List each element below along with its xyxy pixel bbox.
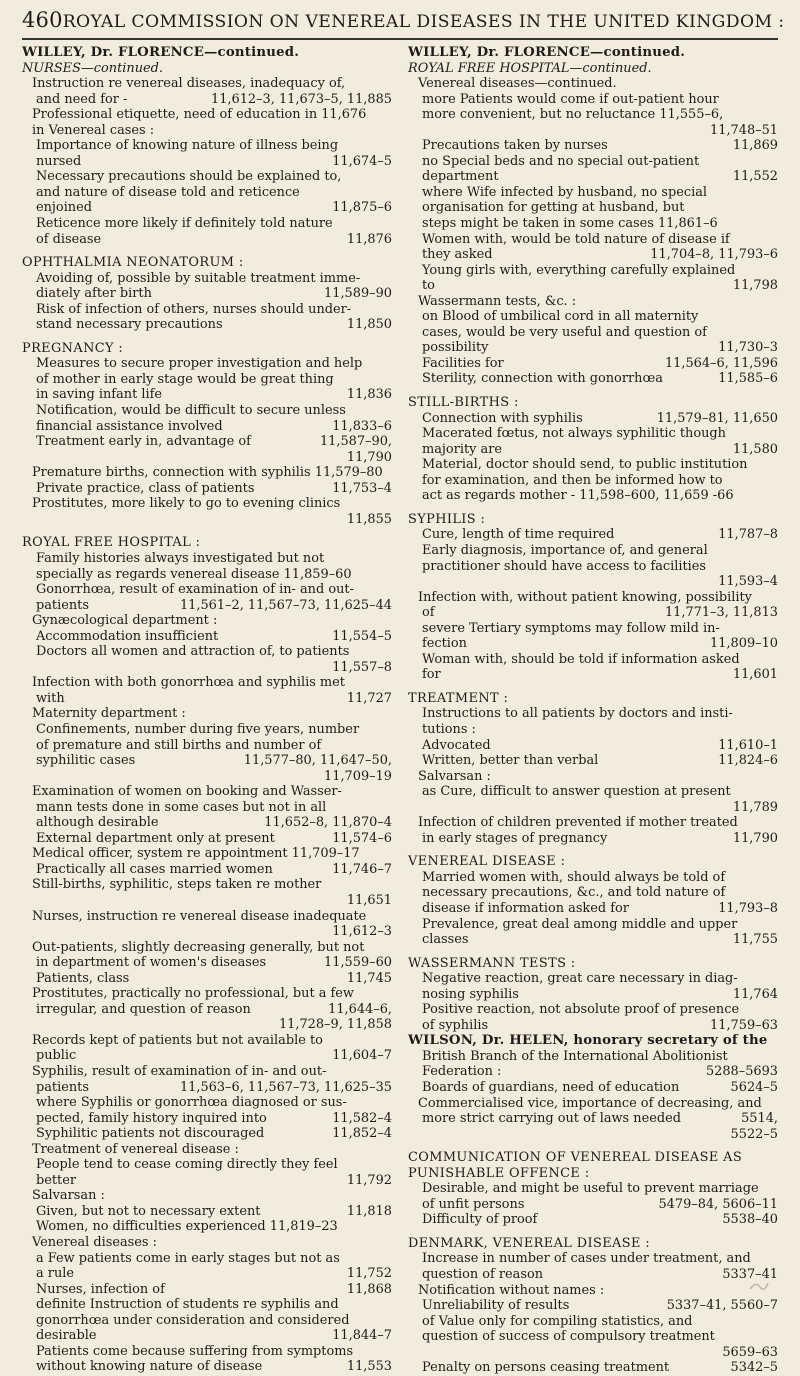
index-entry [22, 1048, 392, 1064]
entry-ref-line: 5659–63 [722, 1344, 778, 1360]
entry-text: Precautions taken by nurses [422, 138, 608, 154]
entry-line: act as regards mother - 11,598–600, 11,659 -66 [422, 488, 734, 504]
entry-line: Macerated fœtus, not always syphilitic though [422, 426, 726, 442]
entry-line: Women, no difficulties experienced 11,819–23 [36, 1219, 338, 1235]
index-entry [22, 598, 392, 614]
entry-ref: 11,746–7 [332, 861, 392, 877]
entry-text: Advocated [422, 737, 491, 753]
entry-line: Women with, would be told nature of disease if [422, 231, 730, 247]
entry-ref: 11,552 [732, 169, 778, 185]
entry-text: Facilities for [422, 355, 504, 371]
entry-line: Treatment of venereal disease : [32, 1141, 239, 1157]
entry-line: and nature of disease told and reticence [36, 184, 300, 200]
entry-line: cases, would be very useful and question of [422, 324, 707, 340]
entry-text: and need for - [36, 91, 128, 107]
index-entry [22, 286, 392, 302]
index-entry [22, 753, 392, 769]
entry-text: Cure, length of time required [422, 527, 615, 543]
index-entry [22, 1204, 392, 1220]
entry-ref: 11,579–81, 11,650 [656, 410, 778, 426]
entry-ref: 11,836 [346, 387, 392, 403]
entry-line: People tend to cease coming directly they feel [36, 1157, 338, 1173]
entry-text: desirable [36, 1328, 97, 1344]
pencil-mark-icon [748, 1279, 770, 1293]
entry-ref: 5479–84, 5606–11 [658, 1196, 778, 1212]
entry-ref-line: 11,855 [346, 511, 392, 527]
index-entry [408, 1080, 778, 1096]
entry-line: Young girls with, everything carefully explained [422, 262, 736, 278]
index-entry [408, 169, 778, 185]
entry-line: Avoiding of, possible by suitable treatment imme- [36, 270, 361, 286]
index-entry [22, 419, 392, 435]
index-entry [408, 1197, 778, 1213]
entry-ref: 5624–5 [730, 1080, 778, 1095]
entry-ref: 11,809–10 [710, 636, 778, 652]
entry-ref: 11,792 [346, 1172, 392, 1188]
entry-text: of unfit persons [422, 1196, 525, 1212]
index-entry [22, 481, 392, 497]
subheading: NURSES—continued. [22, 60, 163, 76]
index-entry [408, 831, 778, 847]
index-entry [408, 442, 778, 458]
entry-line: of mother in early stage would be great thing [36, 371, 334, 387]
entry-ref: 5514, [741, 1111, 778, 1127]
entry-ref: 11,833–6 [332, 418, 392, 434]
entry-text: possibility [422, 340, 489, 356]
entry-ref: 11,798 [732, 278, 778, 294]
entry-text: Patients, class [36, 970, 130, 986]
entry-ref: 11,824–6 [718, 753, 778, 769]
entry-line: Prostitutes, practically no professional, but a few [32, 986, 354, 1002]
entry-line: severe Tertiary symptoms may follow mild in- [422, 620, 720, 636]
entry-text: of [422, 605, 435, 621]
entry-ref-line: 5522–5 [730, 1126, 778, 1142]
entry-ref-line: 11,709–19 [324, 768, 392, 784]
entry-ref: 11,790 [732, 830, 778, 846]
entry-text: public [36, 1048, 77, 1064]
running-title: ROYAL COMMISSION ON VENEREAL DISEASES IN THE UNITED KINGDOM : [62, 12, 785, 32]
section-heading: ROYAL FREE HOSPITAL : [22, 535, 201, 551]
index-entry [408, 636, 778, 652]
index-columns [22, 45, 778, 1376]
entry-line: Woman with, should be told if information asked [422, 651, 740, 667]
index-entry [22, 317, 392, 333]
entry-ref: 11,604–7 [332, 1048, 392, 1064]
entry-ref: 11,652–8, 11,870–4 [264, 815, 392, 831]
index-entry [22, 154, 392, 170]
entry-line: Salvarsan : [418, 768, 491, 784]
entry-line: Negative reaction, great care necessary in diag- [422, 971, 738, 987]
entry-line: Doctors all women and attraction of, to patients [36, 644, 350, 660]
entry-text: although desirable [36, 815, 159, 831]
entry-ref: 11,610–1 [718, 737, 778, 753]
entry-ref: 11,559–60 [324, 955, 392, 971]
entry-line: Material, doctor should send, to public institution [422, 457, 748, 473]
page-header [22, 8, 785, 38]
entry-text: a rule [36, 1266, 74, 1282]
entry-text: Syphilitic patients not discouraged [36, 1126, 265, 1142]
entry-text: Difficulty of proof [422, 1212, 538, 1228]
entry-text: Given, but not to necessary extent [36, 1203, 261, 1219]
entry-line: tutions : [422, 721, 476, 737]
index-entry [408, 987, 778, 1003]
entry-line: Venereal diseases : [32, 1235, 157, 1251]
index-entry [22, 629, 392, 645]
entry-text: pected, family history inquired into [36, 1110, 267, 1126]
index-entry [22, 955, 392, 971]
entry-text: Treatment early in, advantage of [36, 434, 251, 450]
entry-text: of syphilis [422, 1017, 489, 1033]
index-entry [408, 605, 778, 621]
entry-line: as Cure, difficult to answer question at present [422, 784, 731, 800]
entry-line: Increase in number of cases under treatment, and [422, 1251, 751, 1267]
entry-line: Married women with, should always be told of [422, 869, 726, 885]
entry-ref: 11,868 [346, 1281, 392, 1297]
entry-text: Accommodation insufficient [36, 628, 219, 644]
section-heading: VENEREAL DISEASE : [408, 854, 566, 870]
entry-line: Maternity department : [32, 706, 186, 722]
page-number: 460 [22, 8, 63, 32]
entry-line: Premature births, connection with syphilis 11,579–80 [32, 465, 383, 481]
entry-text: patients [36, 1079, 89, 1095]
entry-line: where Wife infected by husband, no special [422, 184, 708, 200]
entry-text: in early stages of pregnancy [422, 830, 608, 846]
index-entry [22, 434, 392, 450]
entry-text: Sterility, connection with gonorrhœa [422, 371, 663, 387]
section-heading: DENMARK, VENEREAL DISEASE : [408, 1235, 651, 1251]
entry-ref: 11,612–3, 11,673–5, 11,885 [211, 91, 392, 107]
header-rule [22, 38, 778, 40]
entry-line: Gonorrhœa, result of examination of in- and out- [36, 582, 354, 598]
entry-line: Still-births, syphilitic, steps taken re mother [32, 877, 322, 893]
index-entry [22, 971, 392, 987]
entry-line: Importance of knowing nature of illness being [36, 138, 339, 154]
index-entry [408, 667, 778, 683]
entry-line: mann tests done in some cases but not in all [36, 799, 327, 815]
index-entry [22, 862, 392, 878]
entry-line: Infection with, without patient knowing, possibility [418, 589, 752, 605]
entry-text: better [36, 1172, 77, 1188]
entry-text: External department only at present [36, 830, 275, 846]
entry-text: they asked [422, 247, 493, 263]
entry-ref: 11,561–2, 11,567–73, 11,625–44 [179, 597, 392, 613]
entry-line: necessary precautions, &c., and told nature of [422, 885, 726, 901]
entry-ref-line: 11,651 [346, 892, 392, 908]
index-entry [22, 1173, 392, 1189]
index-entry [22, 1282, 392, 1298]
index-entry [408, 138, 778, 154]
entry-ref: 11,764 [732, 986, 778, 1002]
entry-ref: 11,553 [346, 1359, 392, 1375]
entry-line: Desirable, and might be useful to prevent marriage [422, 1181, 759, 1197]
entry-text: in department of women's diseases [36, 955, 267, 971]
entry-ref: 11,585–6 [718, 371, 778, 387]
entry-line: Early diagnosis, importance of, and general [422, 542, 708, 558]
entry-ref-line: 11,748–51 [710, 122, 778, 138]
entry-text: Practically all cases married women [36, 861, 273, 877]
entry-line: Gynæcological department : [32, 613, 218, 629]
entry-text: stand necessary precautions [36, 317, 223, 333]
entry-line: steps might be taken in some cases 11,861–6 [422, 216, 718, 232]
entry-line: Examination of women on booking and Wasser- [32, 784, 342, 800]
subheading: ROYAL FREE HOSPITAL—continued. [408, 60, 652, 76]
entry-line: Commercialised vice, importance of decreasing, and [418, 1095, 762, 1111]
index-entry [408, 340, 778, 356]
right-column [408, 45, 778, 1376]
index-entry [408, 527, 778, 543]
entry-text: nursed [36, 153, 82, 169]
entry-ref-line: 11,593–4 [718, 574, 778, 590]
entry-text: Federation : [422, 1064, 502, 1080]
entry-line: Risk of infection of others, nurses should under- [36, 301, 352, 317]
entry-text: irregular, and question of reason [36, 1001, 251, 1017]
index-entry [408, 1298, 778, 1314]
index-entry [22, 831, 392, 847]
index-entry [22, 1328, 392, 1344]
entry-text: more strict carrying out of laws needed [422, 1111, 681, 1127]
entry-line: Venereal diseases—continued. [418, 76, 617, 92]
entry-line: Records kept of patients but not available to [32, 1032, 323, 1048]
section-heading: WASSERMANN TESTS : [408, 955, 576, 971]
entry-ref: 11,753–4 [332, 480, 392, 496]
entry-line: Salvarsan : [32, 1188, 105, 1204]
entry-line: Infection with both gonorrhœa and syphilis met [32, 675, 345, 691]
entry-line: Out-patients, slightly decreasing generally, but not [32, 939, 365, 955]
index-entry [22, 1002, 392, 1018]
entry-ref: 11,755 [732, 932, 778, 948]
index-entry [22, 1111, 392, 1127]
entry-ref: 11,844–7 [332, 1328, 392, 1344]
entry-line: Nurses, instruction re venereal disease inadequate [32, 908, 367, 924]
entry-line: specially as regards venereal disease 11,859–60 [36, 566, 352, 582]
entry-ref: 11,587–90, [319, 434, 392, 450]
index-entry [22, 1080, 392, 1096]
entry-line: Confinements, number during five years, number [36, 721, 360, 737]
section-heading: OPHTHALMIA NEONATORUM : [22, 255, 244, 271]
entry-ref: 11,869 [732, 138, 778, 154]
entry-line: Necessary precautions should be explained to, [36, 169, 342, 185]
entry-line: no Special beds and no special out-patient [422, 153, 700, 169]
entry-text: for [422, 667, 441, 683]
entry-text: Boards of guardians, need of education [422, 1080, 680, 1095]
entry-text: Unreliability of results [422, 1298, 570, 1314]
entry-line: of Value only for compiling statistics, and [422, 1313, 693, 1329]
section-heading: TREATMENT : [408, 690, 509, 706]
entry-text: Penalty on persons ceasing treatment [422, 1360, 670, 1376]
entry-ref: 11,582–4 [332, 1110, 392, 1126]
index-entry [408, 1267, 778, 1283]
heading: WILLEY, Dr. FLORENCE—continued. [408, 45, 686, 60]
index-entry [22, 232, 392, 248]
entry-line: in Venereal cases : [32, 122, 155, 138]
entry-ref: 11,577–80, 11,647–50, [243, 753, 392, 769]
entry-ref: 5538–40 [722, 1212, 778, 1228]
index-entry [22, 387, 392, 403]
index-entry [22, 815, 392, 831]
entry-ref: 11,704–8, 11,793–6 [650, 247, 778, 263]
entry-ref: 11,727 [346, 690, 392, 706]
entry-line: more Patients would come if out-patient hour [422, 91, 719, 107]
entry-text: enjoined [36, 200, 92, 216]
entry-ref-line: 11,728–9, 11,858 [278, 1017, 392, 1033]
index-entry [22, 200, 392, 216]
entry-text: syphilitic cases [36, 753, 136, 769]
entry-line: of premature and still births and number of [36, 737, 322, 753]
entry-ref: 5337–41 [722, 1267, 778, 1283]
entry-ref: 11,564–6, 11,596 [664, 355, 778, 371]
entry-ref-line: 11,789 [732, 799, 778, 815]
entry-ref: 5337–41, 5560–7 [666, 1298, 778, 1314]
heading: WILSON, Dr. HELEN, honorary secretary of the [408, 1033, 768, 1049]
entry-ref: 11,787–8 [718, 527, 778, 543]
entry-text: Connection with syphilis [422, 410, 583, 426]
entry-line: Wassermann tests, &c. : [418, 293, 577, 309]
entry-line: question of success of compulsory treatment [422, 1329, 715, 1345]
index-entry [408, 1212, 778, 1228]
index-entry [408, 356, 778, 372]
entry-line: more convenient, but no reluctance 11,555–6, [422, 107, 724, 123]
entry-ref: 11,752 [346, 1266, 392, 1282]
entry-ref: 11,589–90 [324, 286, 392, 302]
entry-text: question of reason [422, 1267, 544, 1283]
entry-text: financial assistance involved [36, 418, 223, 434]
index-entry [22, 1359, 392, 1375]
index-entry [22, 1126, 392, 1142]
entry-text: Private practice, class of patients [36, 480, 255, 496]
entry-line: organisation for getting at husband, but [422, 200, 685, 216]
entry-text: nosing syphilis [422, 986, 519, 1002]
index-entry [408, 1111, 778, 1127]
entry-text: Nurses, infection of [36, 1281, 165, 1297]
entry-line: Medical officer, system re appointment 11,709–17 [32, 846, 360, 862]
entry-text: Written, better than verbal [422, 753, 599, 769]
index-entry [408, 932, 778, 948]
index-entry [408, 371, 778, 387]
entry-text: patients [36, 597, 89, 613]
entry-line: Prostitutes, more likely to go to evening clinics [32, 496, 341, 512]
entry-ref-line: 11,790 [346, 449, 392, 465]
index-entry [408, 1018, 778, 1034]
index-entry [408, 411, 778, 427]
entry-line: Instructions to all patients by doctors and insti- [422, 706, 733, 722]
entry-line: for examination, and then be informed how to [422, 472, 723, 488]
entry-ref-line: 11,612–3 [332, 924, 392, 940]
index-entry [408, 278, 778, 294]
entry-text: classes [422, 932, 469, 948]
section-heading: STILL-BIRTHS : [408, 395, 519, 411]
index-entry [22, 92, 392, 108]
entry-ref-line: 11,557–8 [332, 659, 392, 675]
heading: WILLEY, Dr. FLORENCE—continued. [22, 45, 300, 60]
entry-ref: 11,818 [346, 1203, 392, 1219]
entry-ref: 11,554–5 [332, 628, 392, 644]
entry-ref: 11,771–3, 11,813 [664, 605, 778, 621]
entry-line: Notification without names : [418, 1282, 605, 1298]
entry-text: fection [422, 636, 467, 652]
entry-line: practitioner should have access to facilities [422, 558, 707, 574]
section-heading: SYPHILIS : [408, 511, 486, 527]
entry-line: a Few patients come in early stages but not as [36, 1250, 340, 1266]
entry-ref: 11,730–3 [718, 340, 778, 356]
entry-ref: 11,793–8 [718, 900, 778, 916]
entry-line: on Blood of umbilical cord in all maternity [422, 309, 699, 325]
entry-ref: 11,601 [732, 667, 778, 683]
entry-text: in saving infant life [36, 387, 162, 403]
entry-line: Notification, would be difficult to secure unless [36, 403, 346, 419]
index-entry [408, 247, 778, 263]
entry-ref: 11,852–4 [332, 1126, 392, 1142]
entry-line: where Syphilis or gonorrhœa diagnosed or sus- [36, 1095, 347, 1111]
entry-line: Professional etiquette, need of education in 11,676 [32, 107, 367, 123]
entry-text: diately after birth [36, 286, 152, 302]
entry-line: Positive reaction, not absolute proof of presence [422, 1002, 740, 1018]
entry-text: of disease [36, 231, 102, 247]
entry-ref: 11,850 [346, 317, 392, 333]
index-entry [408, 753, 778, 769]
section-heading: PREGNANCY : [22, 340, 124, 356]
index-entry [408, 1360, 778, 1376]
entry-ref: 11,580 [732, 441, 778, 457]
entry-ref: 11,563–6, 11,567–73, 11,625–35 [179, 1079, 392, 1095]
index-entry [22, 1266, 392, 1282]
entry-line: Measures to secure proper investigation and help [36, 356, 363, 372]
entry-line: gonorrhœa under consideration and considered [36, 1312, 350, 1328]
entry-line: Instruction re venereal diseases, inadequacy of, [32, 76, 346, 92]
entry-ref: 11,674–5 [332, 153, 392, 169]
section-heading: COMMUNICATION OF VENEREAL DISEASE AS PUNISHABLE OFFENCE : [408, 1150, 743, 1181]
index-entry [408, 901, 778, 917]
entry-ref: 11,644–6, [328, 1001, 392, 1017]
entry-ref: 11,745 [346, 970, 392, 986]
entry-line: Patients come because suffering from symptoms [36, 1343, 354, 1359]
entry-ref: 11,574–6 [332, 830, 392, 846]
entry-line: Reticence more likely if definitely told nature [36, 216, 333, 232]
entry-line: British Branch of the International Abolitionist [422, 1048, 728, 1064]
entry-ref: 11,876 [346, 231, 392, 247]
index-entry [408, 738, 778, 754]
index-entry [408, 1064, 778, 1080]
index-entry [22, 691, 392, 707]
entry-text: with [36, 690, 65, 706]
entry-line: Infection of children prevented if mother treated [418, 815, 738, 831]
entry-ref: 11,875–6 [332, 200, 392, 216]
entry-ref: 5288–5693 [705, 1064, 778, 1080]
entry-line: Syphilis, result of examination of in- and out- [32, 1064, 327, 1079]
entry-ref: 5342–5 [730, 1360, 778, 1376]
entry-text: department [422, 169, 499, 185]
entry-text: to [422, 278, 435, 294]
entry-text: disease if information asked for [422, 900, 629, 916]
entry-line: Prevalence, great deal among middle and upper [422, 916, 738, 932]
entry-text: without knowing nature of disease [36, 1359, 263, 1375]
entry-ref: 11,759–63 [710, 1017, 778, 1033]
left-column [22, 45, 392, 1376]
entry-text: majority are [422, 441, 502, 457]
entry-line: Family histories always investigated but not [36, 550, 325, 566]
entry-line: definite Instruction of students re syphilis and [36, 1297, 339, 1313]
